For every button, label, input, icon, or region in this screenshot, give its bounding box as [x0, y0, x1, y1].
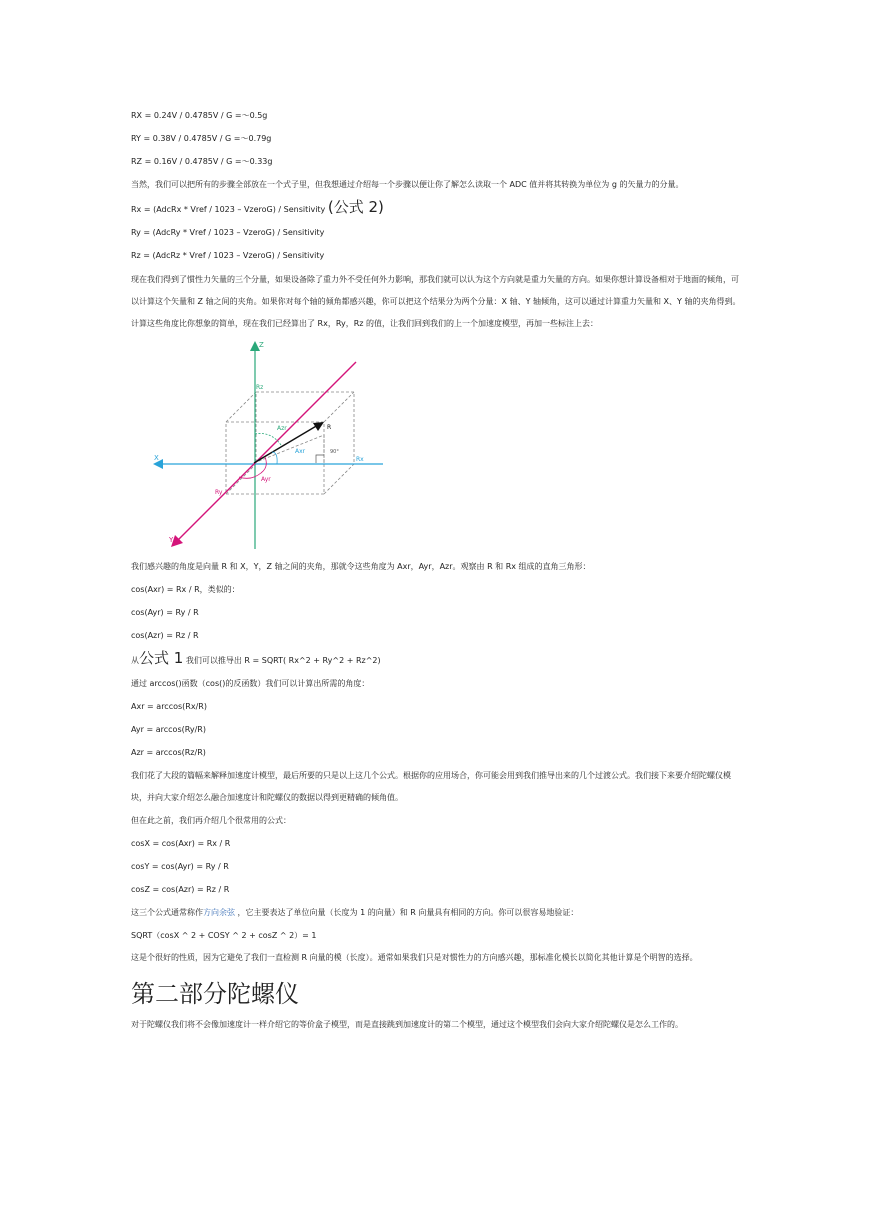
axr-label: Axr — [295, 448, 306, 455]
r-label: R — [327, 424, 332, 431]
formula2-tag: (公式 2) — [327, 198, 384, 216]
ayr-label: Ayr — [261, 476, 271, 483]
azr-equation: Azr = arccos(Rz/R) — [131, 748, 206, 757]
property-paragraph: 这是个很好的性质，因为它避免了我们一直检测 R 向量的模（长度）。通常如果我们只是对惯性力的方向感兴趣，那标准化模长以简化其他计算是个明智的选择。 — [131, 953, 698, 962]
azr-label: Azr — [277, 425, 287, 432]
part2-heading: 第二部分陀螺仪 — [131, 980, 299, 1008]
right-angle-mark — [316, 455, 324, 463]
cosx-equation: cosX = cos(Axr) = Rx / R — [131, 839, 231, 848]
cos-axr-line — [131, 578, 741, 601]
rx-label: Rx — [356, 456, 364, 463]
cos-azr-line: cos(Azr) = Rz / R — [131, 631, 199, 640]
rz-label: Rz — [256, 384, 264, 391]
components-paragraph: 现在我们得到了惯性力矢量的三个分量，如果设备除了重力外不受任何外力影响，那我们就可以认为这个方向就是重力矢量的方向。如果你想计算设备相对于地面的倾角，可以计算这个矢量和 Z 轴之间的夹角。如果你对每个轴的倾角都感兴趣，你可以把这个结果分为两个分量：X 轴、Y 轴倾角，这可以通过计算重力矢量和 X、Y 轴的夹角得到。计算这些角度比你想象的简单，现在我们已经算出了 Rx，Ry，Rz 的值，让我们回到我们的上一个加速度模型，再加一些标注上去： — [131, 275, 741, 328]
document-page — [131, 104, 741, 1036]
y-axis — [175, 362, 356, 543]
angles-paragraph: 我们感兴趣的角度是向量 R 和 X，Y，Z 轴之间的夹角，那就令这些角度为 Axr，Ayr，Azr。观察由 R 和 Rx 组成的直角三角形： — [131, 562, 591, 571]
ayr-equation: Ayr = arccos(Ry/R) — [131, 725, 206, 734]
cos-axr-note: ，类似的： — [199, 585, 240, 594]
part2-intro: 对于陀螺仪我们将不会像加速度计一样介绍它的等价盒子模型，而是直接跳到加速度计的第二个模型，通过这个模型我们会向大家介绍陀螺仪是怎么工作的。 — [131, 1020, 683, 1029]
ry-label: Ry — [215, 489, 223, 496]
axr-equation: Axr = arccos(Rx/R) — [131, 702, 207, 711]
dircos-suffix: ，它主要表达了单位向量（长度为 1 的向量）和 R 向量具有相同的方向。你可以很容易地验证： — [235, 908, 579, 917]
cos-ayr-line: cos(Ayr) = Ry / R — [131, 608, 199, 617]
formula1-tag: 公式 1 — [139, 649, 184, 667]
rx-formula-line — [131, 196, 741, 221]
x-label: X — [154, 454, 159, 462]
arccos-intro-line: 通过 arccos()函数（cos()的反函数）我们可以计算出所需的角度： — [131, 679, 370, 688]
intro-formula-text: 当然，我们可以把所有的步骤全部放在一个式子里，但我想通过介绍每一个步骤以便让你了解怎么读取一个 ADC 值并将其转换为单位为 g 的矢量力的分量。 — [131, 180, 684, 189]
accelerometer-vector-figure — [131, 335, 741, 555]
sqrt-equation: SQRT（cosX ^ 2 + COSY ^ 2 + cosZ ^ 2）= 1 — [131, 931, 317, 940]
direction-cosine-link[interactable]: 方向余弦 — [203, 908, 235, 917]
before-that-line: 但在此之前，我们再介绍几个很常用的公式： — [131, 816, 291, 825]
right-angle-label: 90° — [330, 449, 339, 455]
rx-value-line: RX = 0.24V / 0.4785V / G =～0.5g — [131, 111, 268, 120]
derive-text: 我们可以推导出 R = SQRT( Rx^2 + Ry^2 + Rz^2) — [183, 656, 381, 665]
cos-axr: cos(Axr) = Rx / R — [131, 585, 200, 594]
rx-formula: Rx = (AdcRx * Vref / 1023 – VzeroG) / Sensitivity — [131, 205, 326, 214]
y-label: Y — [169, 536, 174, 544]
from-prefix: 从 — [131, 656, 139, 665]
z-label: Z — [259, 341, 264, 349]
cosy-equation: cosY = cos(Ayr) = Ry / R — [131, 862, 229, 871]
ry-value-line: RY = 0.38V / 0.4785V / G =～0.79g — [131, 134, 272, 143]
ry-formula-line: Ry = (AdcRy * Vref / 1023 – VzeroG) / Sensitivity — [131, 228, 325, 237]
derive-line — [131, 647, 741, 672]
projection-box — [226, 392, 354, 494]
direction-cosine-line — [131, 901, 741, 924]
rz-formula-line: Rz = (AdcRz * Vref / 1023 – VzeroG) / Sensitivity — [131, 251, 325, 260]
dircos-prefix: 这三个公式通常称作 — [131, 908, 203, 917]
axr-arc — [272, 452, 277, 464]
vector-diagram — [153, 339, 423, 553]
rz-value-line: RZ = 0.16V / 0.4785V / G =～0.33g — [131, 157, 273, 166]
summary-paragraph: 我们花了大段的篇幅来解释加速度计模型，最后所要的只是以上这几个公式。根据你的应用场合，你可能会用到我们推导出来的几个过渡公式。我们接下来要介绍陀螺仪模块，并向大家介绍怎么融合加速度计和陀螺仪的数据以得到更精确的倾角值。 — [131, 771, 731, 802]
cosz-equation: cosZ = cos(Azr) = Rz / R — [131, 885, 230, 894]
azr-arc — [255, 433, 281, 445]
